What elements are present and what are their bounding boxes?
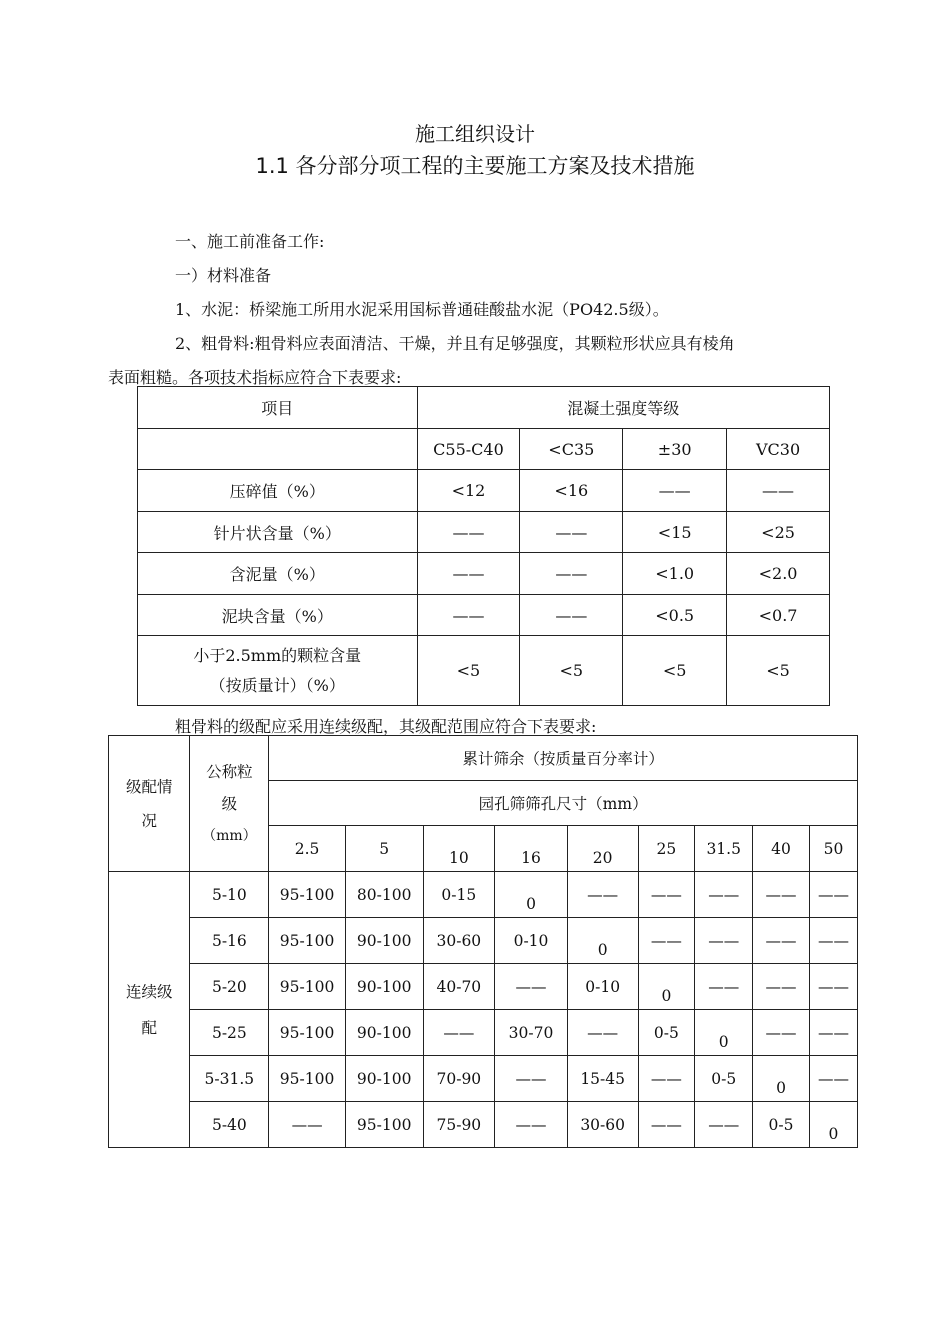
para-aggregate-1: 2、粗骨料:粗骨料应表面清洁、干燥，并且有足够强度，其颗粒形状应具有棱角 bbox=[175, 334, 735, 353]
table-cell: 90-100 bbox=[345, 1056, 423, 1102]
table-cell: —— bbox=[753, 918, 810, 964]
table-row bbox=[109, 1056, 858, 1102]
table-cell: —— bbox=[638, 1102, 695, 1148]
grade-cell: 5-31.5 bbox=[190, 1056, 269, 1102]
table-row bbox=[109, 918, 858, 964]
table-cell: <12 bbox=[417, 470, 520, 512]
table-cell: —— bbox=[417, 595, 520, 636]
table-cell: <5 bbox=[727, 636, 830, 706]
table-cell: —— bbox=[423, 1010, 495, 1056]
table-cell: —— bbox=[495, 1102, 568, 1148]
table-cell: <5 bbox=[520, 636, 623, 706]
header-line: 公称粒 bbox=[206, 762, 253, 781]
table-cell: 0 bbox=[638, 964, 695, 1010]
table-cell: —— bbox=[638, 918, 695, 964]
row-label: 针片状含量（%） bbox=[138, 512, 418, 553]
table-cell: 30-60 bbox=[423, 918, 495, 964]
table-cell: 0 bbox=[567, 918, 638, 964]
gradation-table bbox=[108, 735, 858, 1148]
table-cell: —— bbox=[623, 470, 727, 512]
table-cell: —— bbox=[495, 964, 568, 1010]
table-cell: —— bbox=[567, 1010, 638, 1056]
table-cell: 0-15 bbox=[423, 872, 495, 918]
table-cell: —— bbox=[695, 1102, 753, 1148]
row-label: 泥块含量（%） bbox=[138, 595, 418, 636]
table-cell: <0.7 bbox=[727, 595, 830, 636]
table-cell: —— bbox=[809, 918, 857, 964]
table-cell: <25 bbox=[727, 512, 830, 553]
table-cell: —— bbox=[638, 872, 695, 918]
header-nominal-size bbox=[190, 736, 269, 872]
header-blank bbox=[138, 429, 418, 470]
table-cell: 0-5 bbox=[695, 1056, 753, 1102]
header-line: 况 bbox=[141, 811, 157, 830]
section-heading: 1.1 各分部分项工程的主要施工方案及技术措施 bbox=[255, 154, 695, 178]
table-cell: —— bbox=[638, 1056, 695, 1102]
para-cement: 1、水泥：桥梁施工所用水泥采用国标普通硅酸盐水泥（PO42.5级）。 bbox=[175, 300, 669, 319]
header-line: 级 bbox=[221, 794, 238, 813]
table-cell: —— bbox=[727, 470, 830, 512]
grade-cell: C55-C40 bbox=[417, 429, 520, 470]
size-cell: 50 bbox=[809, 826, 857, 872]
row-label bbox=[138, 636, 418, 706]
row-label: 压碎值（%） bbox=[138, 470, 418, 512]
size-cell: 40 bbox=[753, 826, 810, 872]
grade-cell: <C35 bbox=[520, 429, 623, 470]
size-cell: 25 bbox=[638, 826, 695, 872]
table-cell: 90-100 bbox=[345, 918, 423, 964]
grade-cell: 5-25 bbox=[190, 1010, 269, 1056]
table-cell: —— bbox=[695, 964, 753, 1010]
table-cell: —— bbox=[417, 512, 520, 553]
table-cell: 0-10 bbox=[495, 918, 568, 964]
para-prep-work: 一、施工前准备工作: bbox=[175, 232, 325, 251]
row-label: 含泥量（%） bbox=[138, 553, 418, 595]
header-line: （mm） bbox=[202, 827, 257, 844]
grade-cell: 5-20 bbox=[190, 964, 269, 1010]
table-cell: 80-100 bbox=[345, 872, 423, 918]
table-cell: —— bbox=[809, 872, 857, 918]
table-cell: —— bbox=[695, 918, 753, 964]
table-cell: —— bbox=[495, 1056, 568, 1102]
table-cell: <15 bbox=[623, 512, 727, 553]
grade-cell: 5-16 bbox=[190, 918, 269, 964]
table-cell: <5 bbox=[417, 636, 520, 706]
table-cell: —— bbox=[809, 1056, 857, 1102]
para-aggregate-2: 表面粗糙。各项技术指标应符合下表要求: bbox=[108, 368, 402, 387]
table-row bbox=[109, 964, 858, 1010]
table-cell: —— bbox=[520, 595, 623, 636]
table-cell: 0-5 bbox=[753, 1102, 810, 1148]
table-row bbox=[138, 595, 830, 636]
table-cell: 0 bbox=[809, 1102, 857, 1148]
size-cell: 5 bbox=[345, 826, 423, 872]
size-cell: 20 bbox=[567, 826, 638, 872]
header-sieve-size: 园孔筛筛孔尺寸（mm） bbox=[269, 781, 858, 826]
table-cell: 95-100 bbox=[269, 872, 346, 918]
row-label-line: （按质量计）（%） bbox=[209, 675, 345, 695]
table-cell: —— bbox=[809, 964, 857, 1010]
header-gradation-type bbox=[109, 736, 190, 872]
grade-cell: ±30 bbox=[623, 429, 727, 470]
table-cell: 0-10 bbox=[567, 964, 638, 1010]
group-label-line: 配 bbox=[141, 1018, 157, 1037]
group-label-line: 连续级 bbox=[125, 982, 173, 1001]
table-cell: 95-100 bbox=[269, 1010, 346, 1056]
document-title: 施工组织设计 bbox=[415, 122, 535, 146]
table-cell: 95-100 bbox=[269, 918, 346, 964]
table-cell: 95-100 bbox=[269, 964, 346, 1010]
table-cell: <16 bbox=[520, 470, 623, 512]
table-cell: —— bbox=[753, 1010, 810, 1056]
table-row bbox=[138, 553, 830, 595]
table-cell: <5 bbox=[623, 636, 727, 706]
table-cell: 90-100 bbox=[345, 964, 423, 1010]
table-row bbox=[109, 872, 858, 918]
table-cell: —— bbox=[695, 872, 753, 918]
table-cell: <2.0 bbox=[727, 553, 830, 595]
table-cell: <0.5 bbox=[623, 595, 727, 636]
table-cell: 30-70 bbox=[495, 1010, 568, 1056]
table-cell: 90-100 bbox=[345, 1010, 423, 1056]
table-cell: —— bbox=[520, 553, 623, 595]
aggregate-spec-table bbox=[137, 386, 830, 706]
table-cell: 75-90 bbox=[423, 1102, 495, 1148]
group-label-continuous bbox=[109, 872, 190, 1148]
table-cell: 40-70 bbox=[423, 964, 495, 1010]
table-cell: —— bbox=[809, 1010, 857, 1056]
grade-cell: 5-10 bbox=[190, 872, 269, 918]
row-label-line: 小于2.5mm的颗粒含量 bbox=[193, 645, 362, 665]
table-cell: 0 bbox=[753, 1056, 810, 1102]
table-cell: 15-45 bbox=[567, 1056, 638, 1102]
table-cell: 0-5 bbox=[638, 1010, 695, 1056]
table-cell: —— bbox=[753, 872, 810, 918]
table-row bbox=[138, 512, 830, 553]
header-strength-grade: 混凝土强度等级 bbox=[417, 387, 829, 429]
para-material-prep: 一）材料准备 bbox=[175, 266, 272, 285]
table-row bbox=[138, 636, 830, 706]
table-cell: 70-90 bbox=[423, 1056, 495, 1102]
header-line: 级配情 bbox=[125, 777, 173, 796]
table-cell: —— bbox=[567, 872, 638, 918]
grade-cell: VC30 bbox=[727, 429, 830, 470]
table-row bbox=[109, 1102, 858, 1148]
table-cell: —— bbox=[520, 512, 623, 553]
size-cell: 31.5 bbox=[695, 826, 753, 872]
header-cumulative-retained: 累计筛余（按质量百分率计） bbox=[269, 736, 858, 781]
table-cell: 0 bbox=[695, 1010, 753, 1056]
table-cell: 95-100 bbox=[269, 1056, 346, 1102]
para-gradation: 粗骨料的级配应采用连续级配，其级配范围应符合下表要求: bbox=[175, 717, 597, 736]
table-cell: 30-60 bbox=[567, 1102, 638, 1148]
table-row bbox=[138, 470, 830, 512]
table-cell: 0 bbox=[495, 872, 568, 918]
grade-cell: 5-40 bbox=[190, 1102, 269, 1148]
table-cell: <1.0 bbox=[623, 553, 727, 595]
table-cell: —— bbox=[417, 553, 520, 595]
table-cell: 95-100 bbox=[345, 1102, 423, 1148]
header-item: 项目 bbox=[138, 387, 418, 429]
table-row bbox=[109, 1010, 858, 1056]
size-cell: 2.5 bbox=[269, 826, 346, 872]
size-cell: 16 bbox=[495, 826, 568, 872]
table-cell: —— bbox=[753, 964, 810, 1010]
size-cell: 10 bbox=[423, 826, 495, 872]
table-cell: —— bbox=[269, 1102, 346, 1148]
